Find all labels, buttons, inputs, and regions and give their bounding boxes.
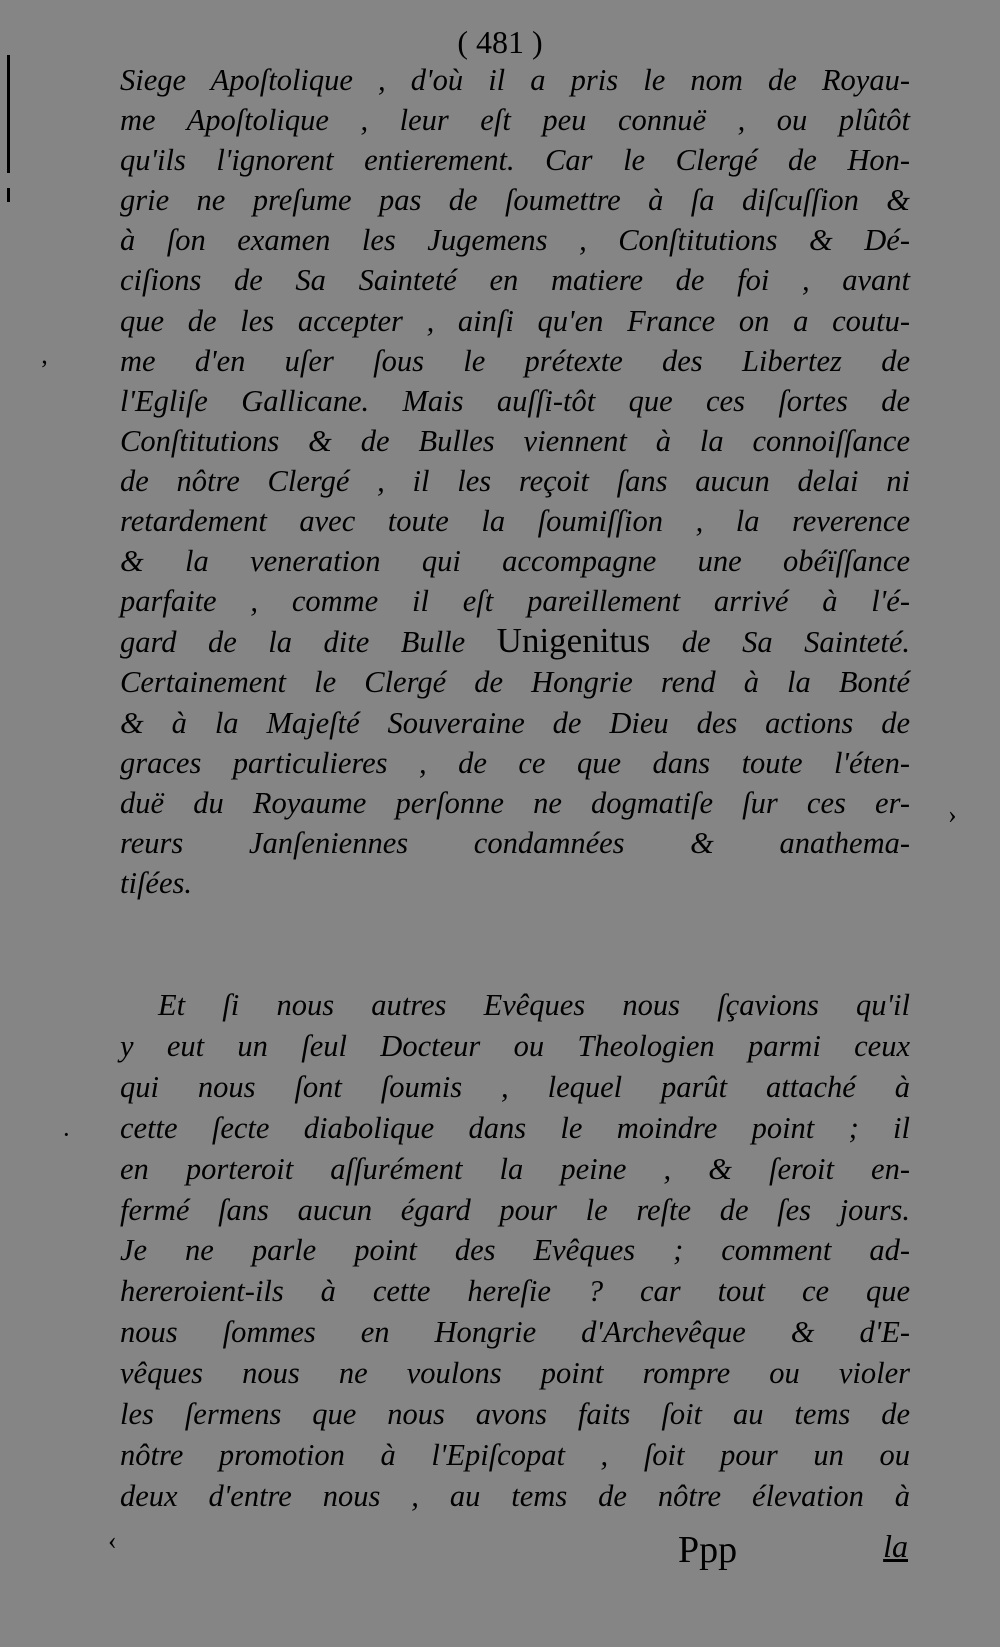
paragraph-1 bbox=[120, 60, 910, 903]
margin-rule-fragment bbox=[7, 188, 10, 202]
bulle-title-unigenitus: Unigenitus bbox=[496, 621, 651, 661]
text-line: que de les accepter , ainſi qu'en France on a coutu- bbox=[120, 303, 910, 338]
page-footer bbox=[120, 1528, 910, 1578]
text-line: graces particulieres , de ce que dans toute l'éten- bbox=[120, 745, 910, 780]
text-line: reurs Janſeniennes condamnées & anathema- bbox=[120, 825, 910, 860]
text-line: grie ne preſume pas de ſoumettre à ſa diſcuſſion & bbox=[120, 183, 910, 218]
text-line: & à la Majeſté Souveraine de Dieu des actions de bbox=[120, 705, 910, 740]
text-line: qu'ils l'ignorent entierement. Car le Clergé de Hon- bbox=[120, 143, 910, 178]
text-line: duë du Royaume perſonne ne dogmatiſe ſur ces er- bbox=[120, 785, 910, 820]
text-line: Et ſi nous autres Evêques nous ſçavions qu'il bbox=[158, 988, 910, 1022]
paragraph-2 bbox=[120, 985, 910, 1517]
text-line: Conſtitutions & de Bulles viennent à la connoiſſance bbox=[120, 423, 910, 458]
page-number: ( 481 ) bbox=[457, 24, 543, 60]
ink-speck: › bbox=[948, 800, 957, 829]
text-line: en porteroit aſſurément la peine , & ſeroit en- bbox=[120, 1151, 910, 1186]
text-line: cette ſecte diabolique dans le moindre point ; il bbox=[120, 1110, 910, 1145]
text-line: les ſermens que nous avons faits ſoit au tems de bbox=[120, 1397, 910, 1432]
text-line: ciſions de Sa Sainteté en matiere de foi , avant bbox=[120, 263, 910, 298]
signature-mark: Ppp bbox=[678, 1529, 738, 1571]
text-line: & la veneration qui accompagne une obéïſſance bbox=[120, 544, 910, 579]
text-line: Certainement le Clergé de Hongrie rend à la Bonté bbox=[120, 665, 910, 700]
text-line: à ſon examen les Jugemens , Conſtitutions & Dé- bbox=[120, 223, 910, 258]
text-line: deux d'entre nous , au tems de nôtre élevation à bbox=[120, 1478, 910, 1513]
text-line: qui nous ſont ſoumis , lequel parût attaché à bbox=[120, 1069, 910, 1104]
text-line: de nôtre Clergé , il les reçoit ſans aucun delai ni bbox=[120, 463, 910, 498]
text-line: nous ſommes en Hongrie d'Archevêque & d'E- bbox=[120, 1315, 910, 1350]
catchword: la bbox=[883, 1528, 908, 1564]
text-fragment: gard de la dite Bulle bbox=[120, 625, 466, 660]
text-fragment: de Sa Sainteté. bbox=[681, 625, 910, 660]
margin-rule bbox=[7, 55, 10, 173]
text-line: hereroient-ils à cette hereſie ? car tout ce que bbox=[120, 1274, 910, 1309]
text-line: vêques nous ne voulons point rompre ou violer bbox=[120, 1356, 910, 1391]
text-line: Siege Apoſtolique , d'où il a pris le nom de Royau- bbox=[120, 63, 910, 97]
text-line: tiſées. bbox=[120, 865, 192, 900]
text-line-bulle bbox=[120, 621, 910, 662]
text-line: retardement avec toute la ſoumiſſion , la reverence bbox=[120, 504, 910, 539]
text-line: me d'en uſer ſous le prétexte des Libertez de bbox=[120, 343, 910, 378]
text-line: nôtre promotion à l'Epiſcopat , ſoit pour un ou bbox=[120, 1437, 910, 1472]
ink-speck: ‚ bbox=[40, 340, 49, 369]
ink-speck: · bbox=[62, 1120, 71, 1149]
ink-speck: ‹ bbox=[108, 1526, 117, 1555]
text-line: y eut un ſeul Docteur ou Theologien parmi ceux bbox=[120, 1028, 910, 1063]
text-line: parfaite , comme il eſt pareillement arrivé à l'é- bbox=[120, 584, 910, 619]
text-line: Je ne parle point des Evêques ; comment ad- bbox=[120, 1233, 910, 1268]
text-line: l'Egliſe Gallicane. Mais auſſi-tôt que ces ſortes de bbox=[120, 383, 910, 418]
text-line: me Apoſtolique , leur eſt peu connuë , ou plûtôt bbox=[120, 103, 910, 138]
text-line: fermé ſans aucun égard pour le reſte de ſes jours. bbox=[120, 1192, 910, 1227]
